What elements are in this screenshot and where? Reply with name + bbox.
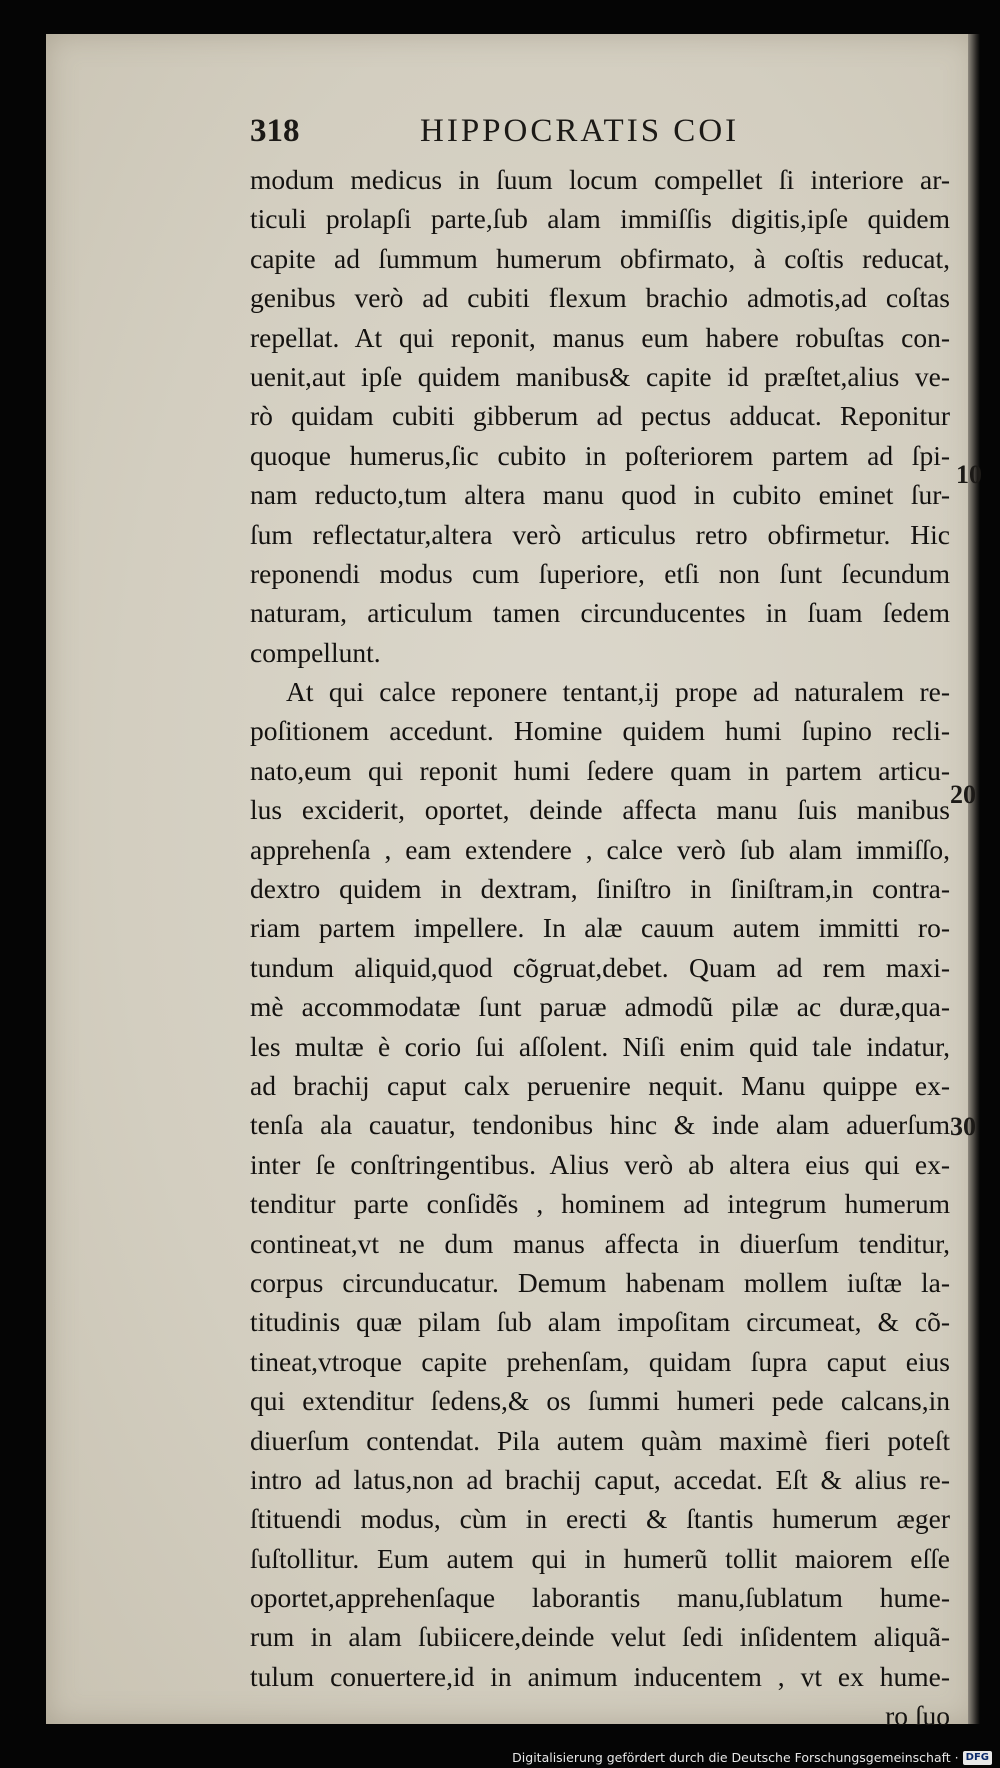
text-line: ticuli prolapſi parte,ſub alam immiſſis digitis,ipſe quidem xyxy=(250,203,950,235)
text-line: ad brachij caput calx peruenire nequit. Manu quippe ex- xyxy=(250,1069,950,1101)
text-line: modum medicus in ſuum locum compellet ſi interiore ar- xyxy=(250,164,950,195)
text-line: rò quidam cubiti gibberum ad pectus adducat. Reponitur xyxy=(250,400,950,432)
text-line: qui extenditur ſedens,& os ſummi humeri pede calcans,in xyxy=(250,1385,950,1417)
text-line: genibus verò ad cubiti flexum brachio admotis,ad coſtas xyxy=(250,282,950,314)
text-line: tulum conuertere,id in animum inducentem , vt ex hume- xyxy=(250,1660,950,1692)
text-line: repellat. At qui reponit, manus eum habere robuſtas con- xyxy=(250,321,950,353)
text-line: tineat,vtroque capite prehenſam, quidam ſupra caput eius xyxy=(250,1345,950,1377)
text-line: oportet,apprehenſaque laborantis manu,ſublatum hume- xyxy=(250,1582,950,1614)
text-line: uenit,aut ipſe quidem manibus& capite id præſtet,alius ve- xyxy=(250,360,950,392)
text-line: diuerſum contendat. Pila autem quàm maximè fieri poteſt xyxy=(250,1424,950,1456)
text-line: ſuſtollitur. Eum autem qui in humerũ tollit maiorem eſſe xyxy=(250,1542,950,1574)
text-line: apprehenſa , eam extendere , calce verò ſub alam immiſſo, xyxy=(250,833,950,865)
text-line: inter ſe conſtringentibus. Alius verò ab altera eius qui ex- xyxy=(250,1148,950,1180)
margin-line-number: 10 xyxy=(956,460,982,489)
text-line: lus exciderit, oportet, deinde affecta manu ſuis manibus xyxy=(250,794,950,826)
margin-line-number: 30 xyxy=(950,1112,976,1141)
credit-text: Digitalisierung gefördert durch die Deutsche Forschungsgemeinschaft · xyxy=(512,1750,959,1765)
text-line: titudinis quæ pilam ſub alam impoſitam circumeat, & cõ- xyxy=(250,1306,950,1338)
text-line: reponendi modus cum ſuperiore, etſi non ſunt ſecundum xyxy=(250,557,950,589)
text-line: tenſa ala cauatur, tendonibus hinc & inde alam aduerſum xyxy=(250,1109,950,1141)
text-line: contineat,vt ne dum manus affecta in diuerſum tenditur, xyxy=(250,1227,950,1259)
catchword: ro ſuo xyxy=(885,1700,950,1732)
text-line: ſum reflectatur,altera verò articulus retro obfirmetur. Hic xyxy=(250,518,950,550)
text-line: les multæ è corio ſui aſſolent. Niſi enim quid tale indatur, xyxy=(250,1030,950,1062)
text-line: tenditur parte conſidẽs , hominem ad integrum humerum xyxy=(250,1188,950,1220)
dfg-logo: DFG xyxy=(963,1751,992,1765)
paragraph-start-line: At qui calce reponere tentant,ij prope ad naturalem re- xyxy=(286,676,950,708)
text-line: compellunt. xyxy=(250,636,381,668)
text-line: dextro quidem in dextram, ſiniſtro in ſiniſtram,in contra- xyxy=(250,873,950,905)
running-title: HIPPOCRATIS COI xyxy=(420,113,740,149)
text-line: poſitionem accedunt. Homine quidem humi ſupino recli- xyxy=(250,715,950,747)
page-edge xyxy=(968,34,980,1724)
text-line: mè accommodatæ ſunt paruæ admodũ pilæ ac duræ,qua- xyxy=(250,991,950,1023)
margin-line-number: 20 xyxy=(950,780,976,809)
text-line: nato,eum qui reponit humi ſedere quam in partem articu- xyxy=(250,754,950,786)
body-text xyxy=(250,160,950,1736)
text-line: riam partem impellere. In alæ cauum autem immitti ro- xyxy=(250,912,950,944)
text-line: quoque humerus,ſic cubito in poſteriorem partem ad ſpi- xyxy=(250,439,950,471)
text-line: intro ad latus,non ad brachij caput, accedat. Eſt & alius re- xyxy=(250,1463,950,1495)
text-line: rum in alam ſubiicere,deinde velut ſedi inſidentem aliquã- xyxy=(250,1621,950,1653)
text-line: ſtituendi modus, cùm in erecti & ſtantis humerum æger xyxy=(250,1503,950,1535)
digitization-credit xyxy=(512,1750,992,1765)
text-line: capite ad ſummum humerum obfirmato, à coſtis reducat, xyxy=(250,242,950,274)
text-line: corpus circunducatur. Demum habenam mollem iuſtæ la- xyxy=(250,1266,950,1298)
text-line: tundum aliquid,quod cõgruat,debet. Quam ad rem maxi- xyxy=(250,951,950,983)
text-line: naturam, articulum tamen circunducentes in ſuam ſedem xyxy=(250,597,950,629)
page-number: 318 xyxy=(250,113,300,149)
text-line: nam reducto,tum altera manu quod in cubito eminet ſur- xyxy=(250,479,950,511)
